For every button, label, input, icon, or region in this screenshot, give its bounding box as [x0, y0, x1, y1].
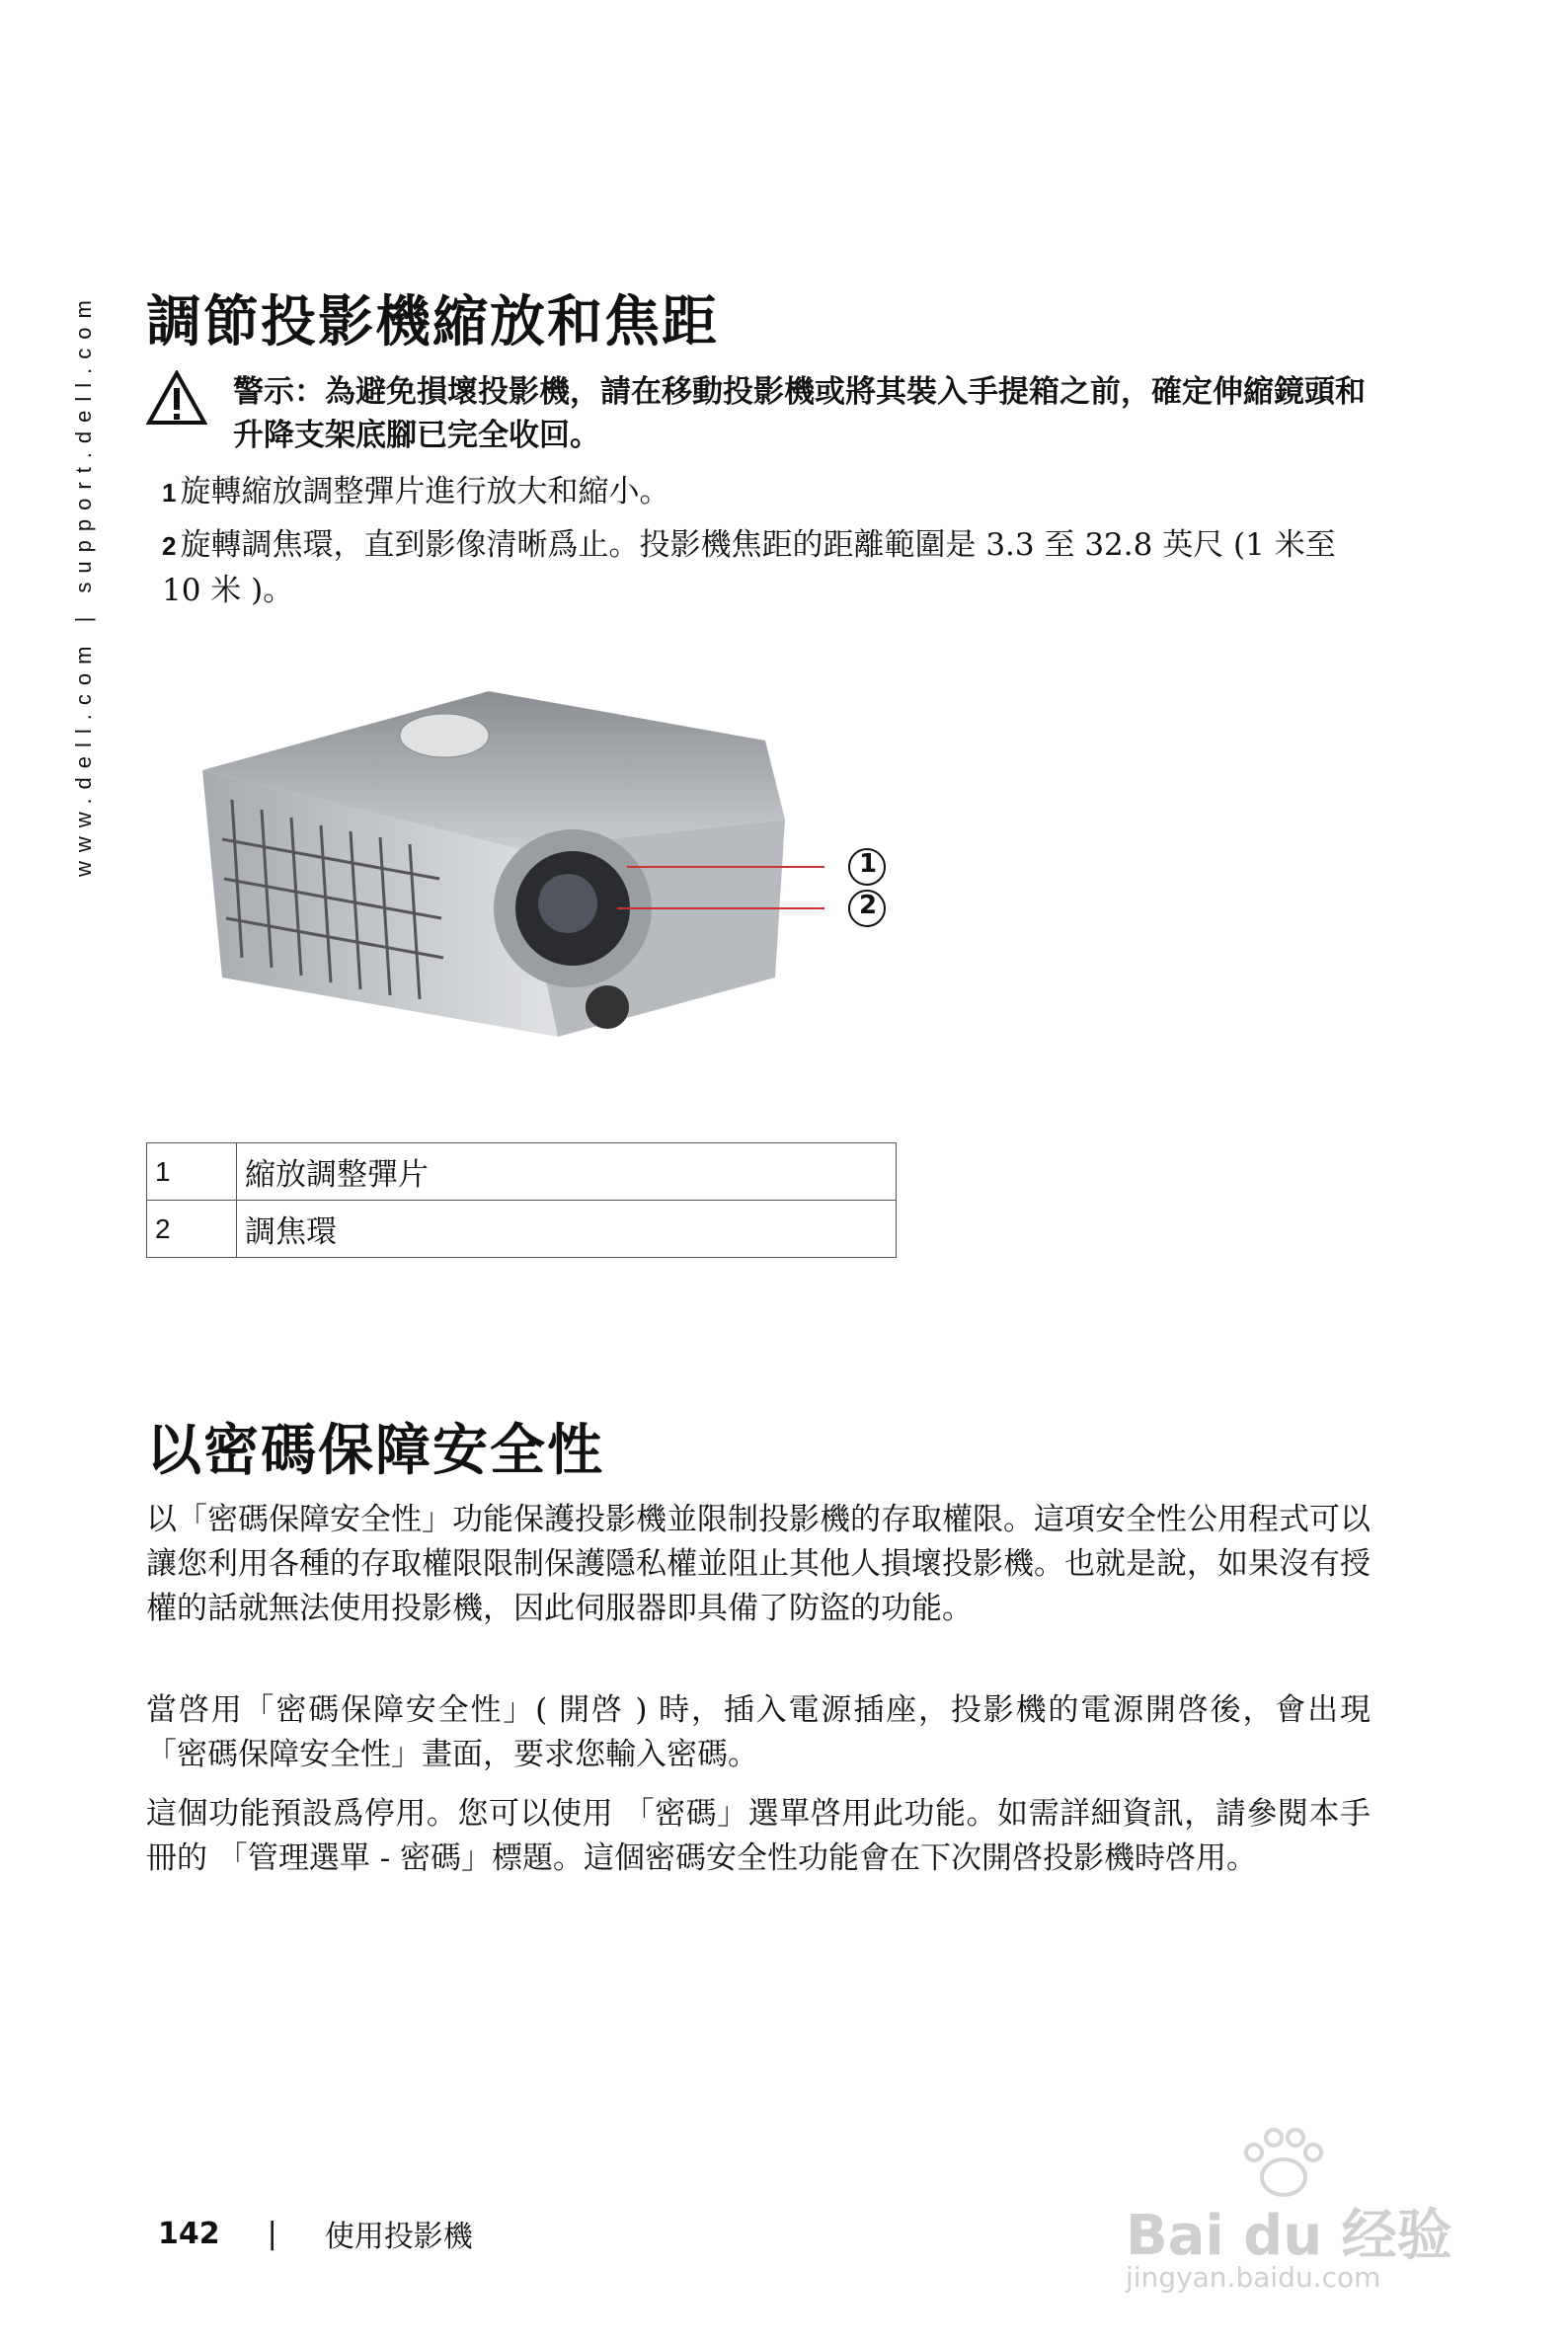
page-footer — [158, 2212, 473, 2255]
footer-separator: | — [267, 2216, 277, 2251]
table-row — [147, 1201, 897, 1258]
paragraph: 這個功能預設爲停用。您可以使用 「密碼」選單啓用此功能。如需詳細資訊，請參閱本手冊的 「管理選單 - 密碼」標題。這個密碼安全性功能會在下次開啓投影機時啓用。 — [146, 1796, 1371, 1876]
step-2 — [162, 523, 1372, 613]
projector-image — [183, 681, 894, 1047]
step-text: 旋轉調焦環，直到影像清晰爲止。投影機焦距的距離範圍是 3.3 至 32.8 英尺 (1 米至 10 米 )。 — [162, 527, 1336, 608]
callout-table — [146, 1142, 897, 1258]
section-title-password: 以密碼保障安全性 — [146, 1419, 604, 1483]
table-cell-number: 1 — [147, 1143, 237, 1201]
paragraph: 以「密碼保障安全性」功能保護投影機並限制投影機的存取權限。這項安全性公用程式可以讓您利用各種的存取權限限制保護隱私權並阻止其他人損壞投影機。也就是說，如果沒有授權的話就無法使用投影機，因此伺服器即具備了防盜的功能。 — [146, 1502, 1371, 1626]
callout-2: 2 — [859, 891, 878, 920]
table-cell-label: 縮放調整彈片 — [237, 1143, 897, 1201]
warning-triangle-icon — [146, 370, 207, 426]
paragraph: 當啓用「密碼保障安全性」( 開啓 ) 時，插入電源插座，投影機的電源開啓後，會出現 「密碼保障安全性」畫面，要求您輸入密碼。 — [146, 1692, 1371, 1772]
baidu-watermark — [1116, 2123, 1491, 2301]
watermark-brand: Bai du 经验 — [1126, 2204, 1452, 2268]
step-text: 旋轉縮放調整彈片進行放大和縮小。 — [180, 474, 670, 509]
watermark-url: jingyan.baidu.com — [1126, 2261, 1381, 2294]
step-1 — [162, 470, 1372, 515]
warning-text: 警示：為避免損壞投影機，請在移動投影機或將其裝入手提箱之前，確定伸縮鏡頭和升降支架底腳已完全收回。 — [233, 374, 1366, 453]
page-number: 142 — [158, 2216, 220, 2251]
paw-logo-icon — [1224, 2123, 1343, 2202]
callout-1: 1 — [859, 849, 878, 879]
step-number: 1 — [162, 478, 177, 508]
table-cell-label: 調焦環 — [237, 1201, 897, 1258]
chapter-name: 使用投影機 — [324, 2220, 473, 2254]
step-number: 2 — [162, 531, 177, 561]
section-title-zoom-focus: 調節投影機縮放和焦距 — [146, 290, 719, 354]
projector-figure — [183, 681, 894, 1047]
table-row — [147, 1143, 897, 1201]
side-url-text: www.dell.com | support.dell.com — [71, 291, 96, 877]
table-cell-number: 2 — [147, 1201, 237, 1258]
